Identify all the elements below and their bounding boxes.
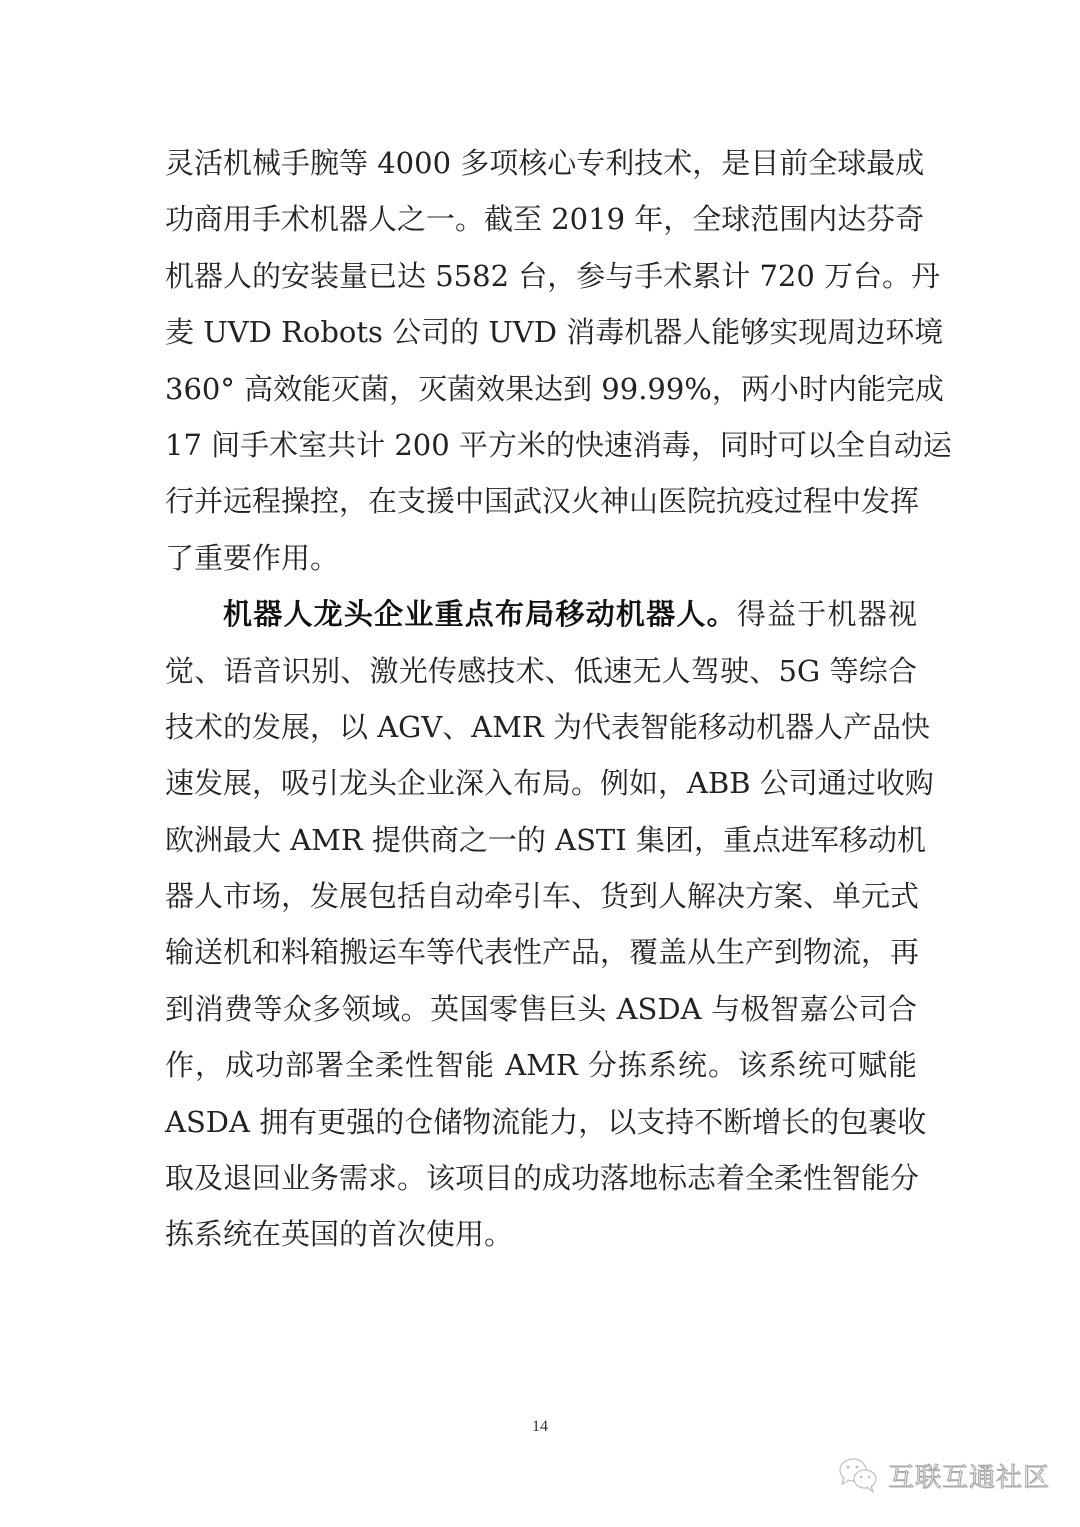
text-line: ASDA 拥有更强的仓储物流能力，以支持不断增长的包裹收 [165, 1104, 927, 1139]
wechat-icon [838, 1456, 880, 1494]
text-line: 17 间手术室共计 200 平方米的快速消毒，同时可以全自动运 [165, 427, 952, 462]
body-text [165, 138, 952, 1266]
watermark-text: 互联互通社区 [888, 1462, 1051, 1493]
paragraph-first-line [165, 589, 917, 645]
text-line: 器人市场，发展包括自动牵引车、货到人解决方案、单元式 [165, 879, 920, 914]
text-line: 技术的发展，以 AGV、AMR 为代表智能移动机器人产品快 [165, 709, 930, 744]
text-line: 了重要作用。 [165, 540, 340, 575]
text-line: 功商用手术机器人之一。截至 2019 年，全球范围内达芬奇 [165, 202, 925, 237]
text-line: 到消费等众多领域。英国零售巨头 ASDA 与极智嘉公司合 [165, 991, 917, 1026]
text-line: 作，成功部署全柔性智能 AMR 分拣系统。该系统可赋能 [165, 1048, 917, 1083]
text-line: 输送机和料箱搬运车等代表性产品，覆盖从生产到物流，再 [165, 935, 920, 970]
text-line: 360° 高效能灭菌，灭菌效果达到 99.99%，两小时内能完成 [165, 371, 944, 406]
text-line: 灵活机械手腕等 4000 多项核心专利技术，是目前全球最成 [165, 146, 925, 180]
paragraph-heading: 机器人龙头企业重点布局移动机器人。 [223, 597, 737, 632]
text-line: 觉、语音识别、激光传感技术、低速无人驾驶、5G 等综合 [165, 653, 917, 688]
page-number: 14 [532, 1418, 548, 1435]
text-line: 速发展，吸引龙头企业深入布局。例如，ABB 公司通过收购 [165, 766, 934, 801]
watermark [838, 1456, 1050, 1494]
text-line: 机器人的安装量已达 5582 台，参与手术累计 720 万台。丹 [165, 258, 941, 293]
text-line: 取及退回业务需求。该项目的成功落地标志着全柔性智能分 [165, 1161, 920, 1196]
text-line: 麦 UVD Robots 公司的 UVD 消毒机器人能够实现周边环境 [165, 315, 944, 350]
text-line: 拣系统在英国的首次使用。 [165, 1217, 514, 1252]
text-line: 行并远程操控，在支援中国武汉火神山医院抗疫过程中发挥 [165, 484, 920, 519]
text-line: 欧洲最大 AMR 提供商之一的 ASTI 集团，重点进军移动机 [165, 822, 926, 857]
text-fragment: 得益于机器视 [736, 597, 917, 632]
